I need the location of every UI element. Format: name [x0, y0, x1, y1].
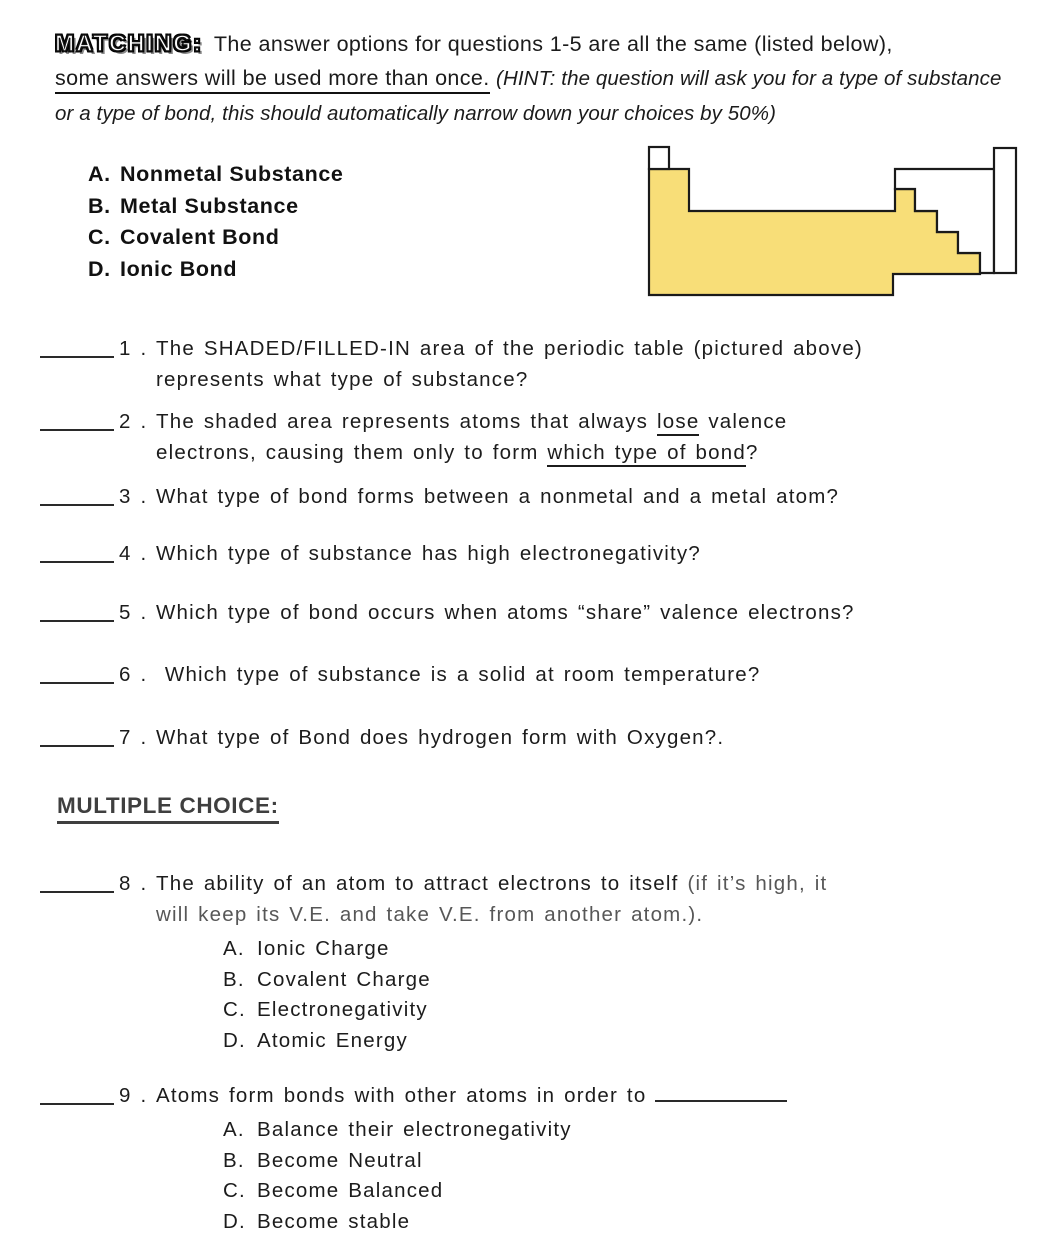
option-label: Covalent Charge	[257, 967, 431, 991]
option-c	[223, 1176, 787, 1207]
answer-bank-label: Covalent Bond	[120, 225, 280, 249]
question-line	[156, 406, 787, 437]
answer-bank-label: Metal Substance	[120, 193, 299, 218]
option-label: Become Balanced	[257, 1179, 444, 1202]
answer-bank	[88, 159, 343, 299]
answer-bank-letter: B.	[88, 193, 111, 218]
option-letter: C.	[223, 1179, 246, 1202]
answer-bank-letter: A.	[88, 162, 111, 186]
matching-section-title: MATCHING:	[55, 30, 203, 56]
question-segment: ?	[745, 441, 759, 464]
question-gray-line: will keep its V.E. and take V.E. from another atom.).	[156, 903, 704, 926]
question-number: 3 .	[119, 485, 148, 508]
question-1-answer-blank[interactable]	[40, 333, 114, 358]
question-number: 7 .	[119, 726, 148, 749]
answer-bank-item-d	[88, 254, 343, 286]
question-underlined-phrase: which type of bond	[547, 441, 746, 467]
question-line: The SHADED/FILLED-IN area of the periodic table (pictured above)	[156, 337, 863, 360]
question-4-answer-blank[interactable]	[40, 538, 114, 563]
question-number: 4 .	[119, 542, 148, 565]
answer-bank-letter: C.	[88, 225, 111, 249]
option-label: Atomic Energy	[257, 1028, 408, 1052]
matching-question-6	[40, 659, 1062, 690]
question-9-answer-blank[interactable]	[40, 1080, 114, 1105]
question-text: Which type of substance has high electronegativity?	[156, 542, 701, 565]
option-d	[223, 1207, 787, 1238]
question-8-answer-blank[interactable]	[40, 868, 114, 893]
answer-bank-item-a	[88, 159, 343, 191]
option-label: Become stable	[257, 1209, 411, 1233]
answer-bank-item-b	[88, 191, 343, 223]
option-b	[223, 1146, 787, 1177]
option-label: Balance their electronegativity	[257, 1118, 572, 1141]
question-text: What type of Bond does hydrogen form with Oxygen?.	[156, 726, 725, 749]
question-segment: electrons, causing them only to form	[156, 441, 548, 464]
question-9-options	[223, 1115, 787, 1237]
option-letter: B.	[223, 967, 245, 991]
multiple-choice-header: MULTIPLE CHOICE:	[57, 793, 279, 824]
noble-gases-column	[994, 148, 1016, 273]
option-letter: C.	[223, 998, 246, 1021]
question-text	[156, 868, 827, 1056]
option-b	[223, 965, 827, 996]
question-number: 1 .	[119, 337, 148, 360]
option-letter: D.	[223, 1209, 246, 1233]
instructions-intro: The answer options for questions 1-5 are all the same (listed below),	[207, 32, 893, 56]
question-6-answer-blank[interactable]	[40, 659, 114, 684]
matching-question-1	[40, 333, 1062, 395]
question-number: 6 .	[119, 663, 148, 686]
answer-bank-label: Nonmetal Substance	[120, 162, 344, 186]
question-underlined-word: lose	[657, 410, 699, 436]
question-line	[156, 1080, 787, 1111]
answer-bank-label: Ionic Bond	[120, 256, 238, 281]
matching-question-2	[40, 406, 1062, 468]
question-segment: The ability of an atom to attract electrons to itself	[156, 872, 688, 895]
option-c	[223, 995, 827, 1026]
question-3-answer-blank[interactable]	[40, 481, 114, 506]
option-a	[223, 934, 827, 965]
answer-bank-row	[88, 145, 1018, 299]
question-line	[156, 868, 827, 899]
mc-question-9	[40, 1080, 1062, 1237]
question-line	[156, 437, 787, 468]
question-segment: The shaded area represents atoms that always	[156, 410, 658, 433]
option-a	[223, 1115, 787, 1146]
option-label: Electronegativity	[257, 998, 428, 1021]
option-letter: D.	[223, 1028, 246, 1052]
option-letter: B.	[223, 1148, 245, 1172]
matching-question-5	[40, 597, 1062, 628]
question-text: Which type of bond occurs when atoms “share” valence electrons?	[156, 601, 855, 624]
hydrogen-cell	[649, 147, 669, 169]
question-9-fill-in-blank[interactable]	[655, 1085, 787, 1102]
question-segment: Atoms form bonds with other atoms in order to	[156, 1084, 656, 1107]
mc-question-8	[40, 868, 1062, 1056]
question-text: What type of bond forms between a nonmetal and a metal atom?	[156, 485, 840, 508]
question-text	[156, 333, 863, 395]
question-text	[156, 1080, 787, 1237]
option-label: Ionic Charge	[257, 937, 390, 960]
question-7-answer-blank[interactable]	[40, 722, 114, 747]
question-line: represents what type of substance?	[156, 368, 529, 391]
question-number: 9 .	[119, 1084, 148, 1107]
question-text: Which type of substance is a solid at room temperature?	[156, 663, 761, 686]
instructions-hint: (HINT: the question will ask you for a type of substance or a type of bond, this should automatically narrow down your choices by 50%)	[55, 67, 1002, 125]
question-8-options	[223, 934, 827, 1056]
question-text	[156, 406, 787, 468]
question-number: 5 .	[119, 601, 148, 624]
question-segment: valence	[699, 410, 788, 433]
option-letter: A.	[223, 937, 245, 960]
question-gray-segment: (if it’s high, it	[687, 872, 828, 895]
periodic-table-diagram	[646, 145, 1018, 299]
matching-question-4	[40, 538, 1062, 569]
matching-question-3	[40, 481, 1062, 512]
answer-bank-letter: D.	[88, 256, 111, 281]
matching-instructions	[55, 26, 1014, 131]
matching-question-7	[40, 722, 1062, 753]
option-label: Become Neutral	[257, 1148, 423, 1172]
question-5-answer-blank[interactable]	[40, 597, 114, 622]
question-2-answer-blank[interactable]	[40, 406, 114, 431]
question-number: 8 .	[119, 872, 148, 895]
question-number: 2 .	[119, 410, 148, 433]
answer-bank-item-c	[88, 222, 343, 254]
instructions-underlined-phrase: some answers will be used more than once.	[55, 66, 490, 94]
option-d	[223, 1026, 827, 1057]
option-letter: A.	[223, 1118, 245, 1141]
